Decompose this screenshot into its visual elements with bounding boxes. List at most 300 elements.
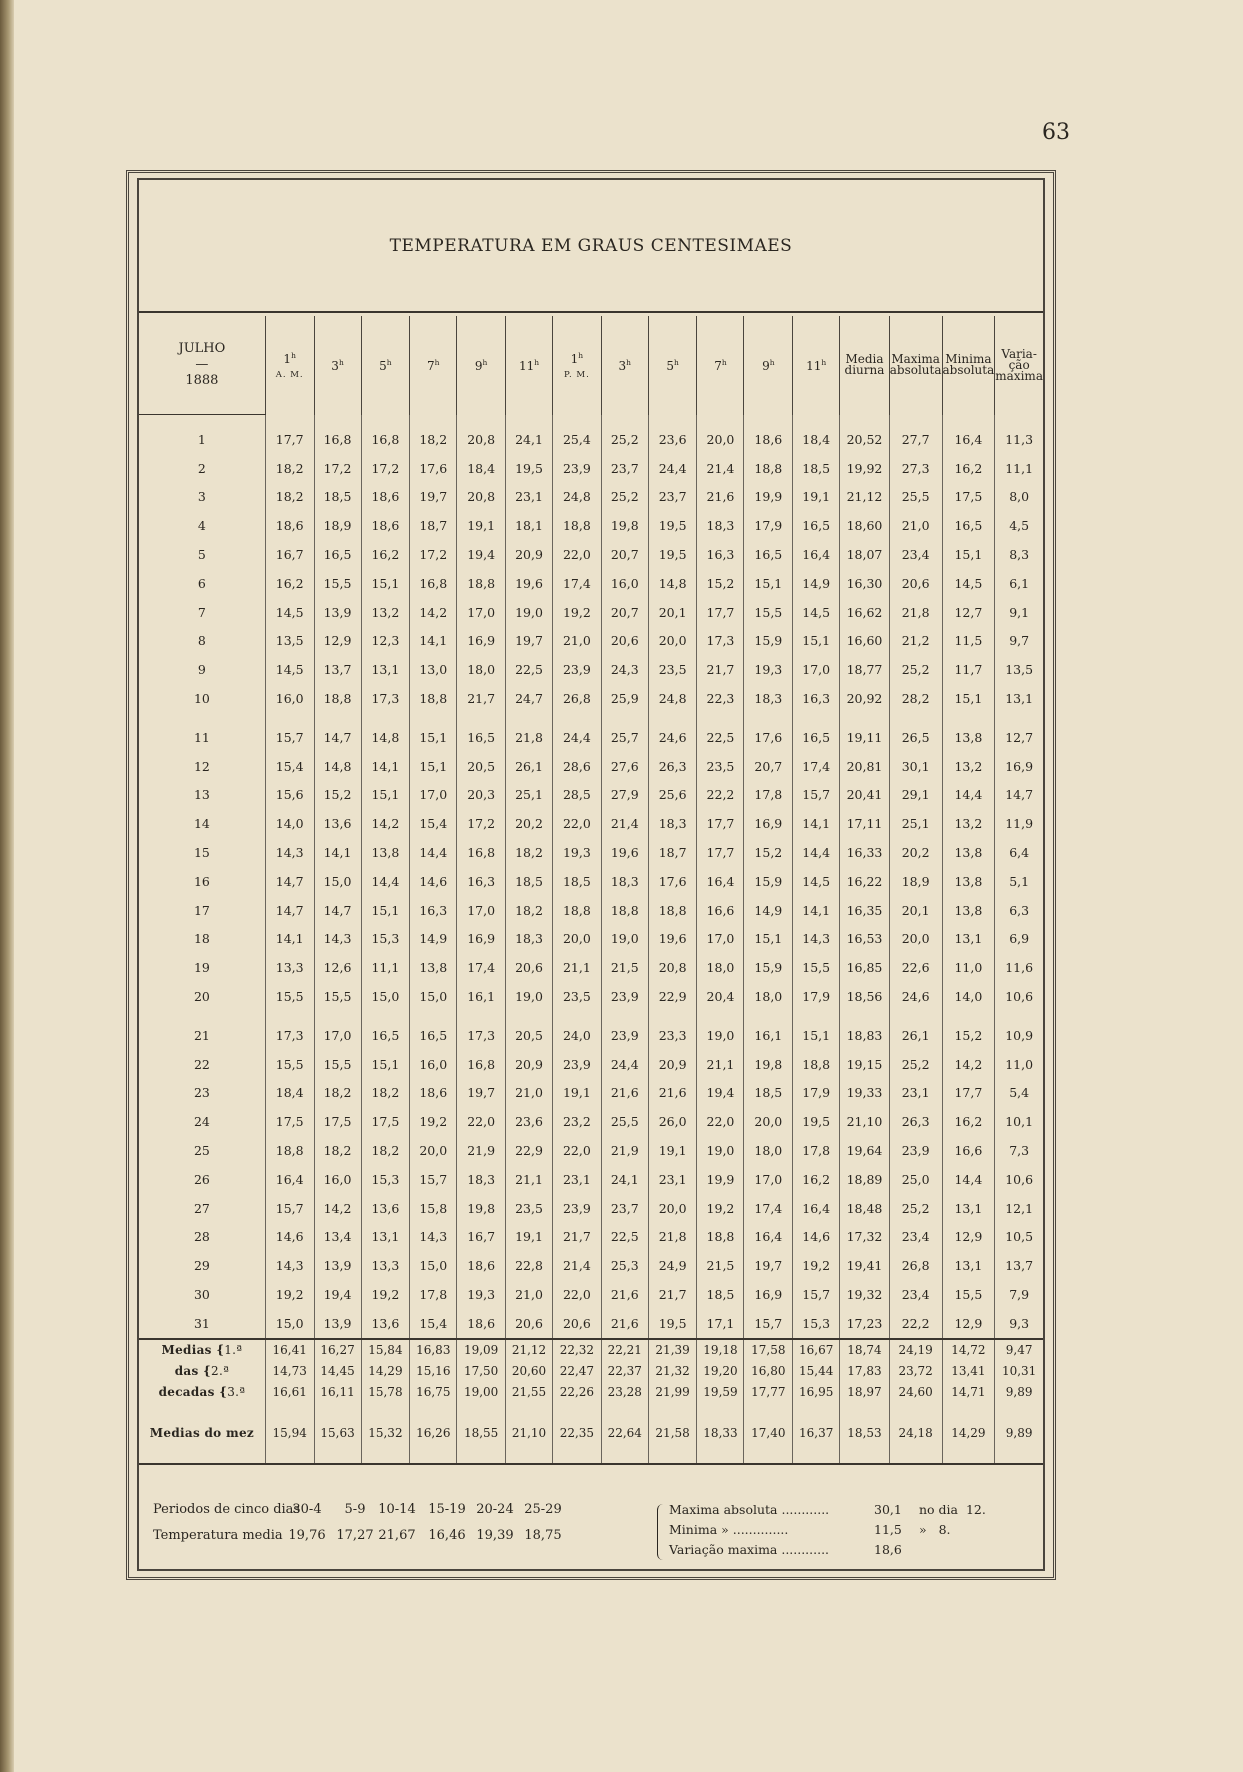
value-cell: 19,0	[697, 1021, 744, 1050]
value-cell: 10,9	[995, 1021, 1043, 1050]
day-cell: 13	[193, 787, 210, 803]
value-cell: 23,4	[889, 1223, 942, 1252]
value-cell: 25,2	[889, 1050, 942, 1079]
value-cell: 14,7	[314, 723, 361, 752]
hour-header: 11$^h$	[793, 316, 840, 415]
value-cell: 16,27	[314, 1339, 361, 1361]
value-cell: 26,5	[889, 723, 942, 752]
spacer-cell	[793, 415, 840, 426]
value-cell: 23,9	[889, 1136, 942, 1165]
value-cell: 11,9	[995, 809, 1043, 838]
value-cell: 21,55	[506, 1382, 553, 1403]
value-cell: 18,60	[840, 511, 890, 540]
temperatura-media-value: 16,46	[428, 1528, 466, 1543]
value-cell: 16,9	[457, 627, 506, 656]
spacer-cell	[744, 713, 793, 723]
value-cell: 14,6	[410, 867, 457, 896]
value-cell: 18,2	[265, 483, 314, 512]
value-cell: 18,2	[314, 1079, 361, 1108]
temperatura-media-value: 21,67	[378, 1528, 416, 1543]
value-cell: 16,35	[840, 896, 890, 925]
day-cell: 15	[193, 845, 210, 861]
value-cell: 17,32	[840, 1223, 890, 1252]
value-cell: 20,8	[457, 483, 506, 512]
value-cell: 9,7	[995, 627, 1043, 656]
table-row	[139, 483, 1043, 512]
value-cell: 15,1	[942, 684, 995, 713]
value-cell: 9,1	[995, 598, 1043, 627]
month-label: JULHO	[178, 341, 226, 356]
value-cell: 18,33	[697, 1403, 744, 1464]
decade-ordinal: 3.ª	[227, 1385, 246, 1400]
value-cell: 17,83	[840, 1361, 890, 1382]
table-row	[139, 838, 1043, 867]
value-cell: 14,72	[942, 1339, 995, 1361]
month-mean-label: Medias do mez	[139, 1403, 265, 1464]
value-cell: 18,8	[410, 684, 457, 713]
value-cell: 11,6	[995, 953, 1043, 982]
day-cell: 26	[193, 1171, 210, 1187]
value-cell: 19,15	[840, 1050, 890, 1079]
value-cell: 18,07	[840, 540, 890, 569]
maxima-absoluta-header: Maxima absoluta	[889, 316, 942, 415]
spacer-cell	[942, 713, 995, 723]
table-row	[139, 1021, 1043, 1050]
day-cell: 25	[193, 1143, 210, 1159]
temperatura-media-label: Temperatura media	[153, 1528, 283, 1543]
value-cell: 21,8	[648, 1223, 697, 1252]
value-cell: 20,0	[648, 627, 697, 656]
value-cell: 18,2	[314, 1136, 361, 1165]
value-cell: 26,3	[889, 1107, 942, 1136]
value-cell: 23,3	[648, 1021, 697, 1050]
value-cell: 25,0	[889, 1165, 942, 1194]
day-cell: 27	[193, 1200, 210, 1216]
value-cell: 17,8	[744, 781, 793, 810]
value-cell: 19,6	[506, 569, 553, 598]
value-cell: 18,0	[457, 655, 506, 684]
value-cell: 20,3	[457, 781, 506, 810]
spacer-cell	[995, 1011, 1043, 1021]
value-cell: 22,8	[506, 1251, 553, 1280]
day-cell: 9	[197, 662, 206, 678]
value-cell: 14,8	[648, 569, 697, 598]
value-cell: 22,5	[697, 723, 744, 752]
value-cell: 16,4	[793, 540, 840, 569]
variacao-maxima-header: Varia- ção maxima	[995, 316, 1043, 415]
value-cell: 27,7	[889, 425, 942, 454]
value-cell: 18,2	[410, 425, 457, 454]
value-cell: 19,7	[410, 483, 457, 512]
value-cell: 16,5	[942, 511, 995, 540]
value-cell: 21,2	[889, 627, 942, 656]
value-cell: 20,5	[506, 1021, 553, 1050]
value-cell: 21,5	[697, 1251, 744, 1280]
value-cell: 30,1	[889, 752, 942, 781]
value-cell: 5,1	[995, 867, 1043, 896]
table-row	[139, 781, 1043, 810]
value-cell: 13,9	[314, 1251, 361, 1280]
value-cell: 17,7	[697, 838, 744, 867]
value-cell: 15,1	[361, 781, 410, 810]
value-cell: 25,1	[506, 781, 553, 810]
value-cell: 15,5	[314, 1050, 361, 1079]
value-cell: 19,1	[457, 511, 506, 540]
table-row	[139, 1165, 1043, 1194]
value-cell: 16,4	[942, 425, 995, 454]
day-cell: 11	[193, 729, 210, 745]
hour-header: 7$^h$	[410, 316, 457, 415]
value-cell: 17,2	[361, 454, 410, 483]
value-cell: 12,7	[995, 723, 1043, 752]
value-cell: 15,3	[361, 1165, 410, 1194]
value-cell: 11,0	[995, 1050, 1043, 1079]
value-cell: 20,6	[889, 569, 942, 598]
value-cell: 18,0	[697, 953, 744, 982]
periodo-value: 20-24	[476, 1502, 514, 1517]
table-row	[139, 723, 1043, 752]
value-cell: 17,9	[793, 1079, 840, 1108]
value-cell: 19,41	[840, 1251, 890, 1280]
spacer-cell	[601, 415, 648, 426]
value-cell: 14,6	[265, 1223, 314, 1252]
value-cell: 23,5	[553, 982, 602, 1011]
value-cell: 13,0	[410, 655, 457, 684]
extremo-value: 30,1	[874, 1502, 902, 1517]
value-cell: 21,1	[697, 1050, 744, 1079]
value-cell: 9,89	[995, 1382, 1043, 1403]
value-cell: 20,6	[553, 1309, 602, 1339]
value-cell: 16,67	[793, 1339, 840, 1361]
value-cell: 15,3	[793, 1309, 840, 1339]
value-cell: 21,12	[840, 483, 890, 512]
value-cell: 14,3	[314, 925, 361, 954]
value-cell: 22,0	[553, 1136, 602, 1165]
value-cell: 19,0	[601, 925, 648, 954]
value-cell: 19,0	[506, 982, 553, 1011]
temperatura-media-value: 19,39	[476, 1528, 514, 1543]
value-cell: 14,45	[314, 1361, 361, 1382]
value-cell: 19,20	[697, 1361, 744, 1382]
value-cell: 22,9	[506, 1136, 553, 1165]
value-cell: 13,5	[265, 627, 314, 656]
decade-ordinal: 2.ª	[211, 1364, 230, 1379]
value-cell: 15,63	[314, 1403, 361, 1464]
table-row	[139, 1251, 1043, 1280]
value-cell: 17,8	[793, 1136, 840, 1165]
value-cell: 14,1	[361, 752, 410, 781]
value-cell: 9,89	[995, 1403, 1043, 1464]
day-cell: 17	[193, 902, 210, 918]
value-cell: 18,74	[840, 1339, 890, 1361]
value-cell: 25,2	[889, 1194, 942, 1223]
value-cell: 14,5	[793, 867, 840, 896]
spacer-cell	[648, 415, 697, 426]
value-cell: 14,4	[361, 867, 410, 896]
value-cell: 18,6	[361, 511, 410, 540]
value-cell: 21,32	[648, 1361, 697, 1382]
value-cell: 16,83	[410, 1339, 457, 1361]
value-cell: 6,1	[995, 569, 1043, 598]
day-cell: 16	[193, 873, 210, 889]
table-footer	[139, 1488, 1043, 1568]
value-cell: 16,8	[457, 1050, 506, 1079]
value-cell: 14,7	[314, 896, 361, 925]
value-cell: 16,5	[744, 540, 793, 569]
day-cell: 31	[193, 1315, 210, 1331]
value-cell: 16,3	[793, 684, 840, 713]
temperatura-media-value: 19,76	[288, 1528, 326, 1543]
value-cell: 14,6	[793, 1223, 840, 1252]
value-cell: 24,60	[889, 1382, 942, 1403]
day-cell: 19	[193, 960, 210, 976]
value-cell: 22,0	[553, 809, 602, 838]
value-cell: 22,64	[601, 1403, 648, 1464]
value-cell: 21,8	[889, 598, 942, 627]
value-cell: 21,4	[553, 1251, 602, 1280]
value-cell: 16,3	[457, 867, 506, 896]
value-cell: 19,0	[697, 1136, 744, 1165]
value-cell: 15,94	[265, 1403, 314, 1464]
hour-header: 11$^h$	[506, 316, 553, 415]
value-cell: 15,5	[265, 982, 314, 1011]
decade-mean-row	[139, 1382, 1043, 1403]
value-cell: 16,5	[793, 511, 840, 540]
value-cell: 18,4	[457, 454, 506, 483]
value-cell: 13,3	[361, 1251, 410, 1280]
value-cell: 13,1	[361, 1223, 410, 1252]
table-row	[139, 598, 1043, 627]
extremo-value: 11,5	[874, 1522, 902, 1537]
value-cell: 25,2	[601, 425, 648, 454]
value-cell: 21,58	[648, 1403, 697, 1464]
value-cell: 19,2	[793, 1251, 840, 1280]
value-cell: 15,0	[265, 1309, 314, 1339]
value-cell: 19,64	[840, 1136, 890, 1165]
value-cell: 14,3	[410, 1223, 457, 1252]
value-cell: 19,59	[697, 1382, 744, 1403]
value-cell: 16,0	[314, 1165, 361, 1194]
value-cell: 15,4	[265, 752, 314, 781]
value-cell: 15,0	[314, 867, 361, 896]
value-cell: 15,7	[744, 1309, 793, 1339]
spacer-cell	[265, 713, 314, 723]
value-cell: 25,9	[601, 684, 648, 713]
value-cell: 15,8	[410, 1194, 457, 1223]
spacer-cell	[793, 713, 840, 723]
table-row	[139, 684, 1043, 713]
header-row	[139, 316, 1043, 415]
day-cell: 5	[197, 547, 206, 563]
value-cell: 25,2	[601, 483, 648, 512]
page-number: 63	[1042, 120, 1070, 145]
value-cell: 21,4	[697, 454, 744, 483]
value-cell: 16,22	[840, 867, 890, 896]
value-cell: 18,3	[648, 809, 697, 838]
hour-header: 5$^h$	[648, 316, 697, 415]
value-cell: 14,29	[942, 1403, 995, 1464]
value-cell: 26,0	[648, 1107, 697, 1136]
spacer-cell	[139, 415, 265, 426]
hour-header: 9$^h$	[457, 316, 506, 415]
value-cell: 25,4	[553, 425, 602, 454]
year-label: 1888	[185, 373, 219, 388]
value-cell: 23,9	[553, 1050, 602, 1079]
value-cell: 17,8	[410, 1280, 457, 1309]
value-cell: 13,2	[942, 752, 995, 781]
value-cell: 18,6	[265, 511, 314, 540]
value-cell: 20,5	[457, 752, 506, 781]
value-cell: 19,3	[553, 838, 602, 867]
table-title: TEMPERATURA EM GRAUS CENTESIMAES	[139, 180, 1043, 313]
value-cell: 25,5	[889, 483, 942, 512]
value-cell: 19,33	[840, 1079, 890, 1108]
value-cell: 17,5	[314, 1107, 361, 1136]
value-cell: 15,4	[410, 1309, 457, 1339]
spacer-cell	[314, 415, 361, 426]
value-cell: 15,5	[314, 569, 361, 598]
value-cell: 18,3	[697, 511, 744, 540]
value-cell: 15,1	[793, 627, 840, 656]
decade-mean-row	[139, 1361, 1043, 1382]
value-cell: 13,4	[314, 1223, 361, 1252]
value-cell: 14,0	[942, 982, 995, 1011]
value-cell: 14,5	[942, 569, 995, 598]
spacer-cell	[601, 713, 648, 723]
spacer-cell	[942, 415, 995, 426]
value-cell: 21,9	[457, 1136, 506, 1165]
spacer-cell	[840, 415, 890, 426]
value-cell: 13,8	[942, 723, 995, 752]
value-cell: 8,0	[995, 483, 1043, 512]
value-cell: 19,2	[697, 1194, 744, 1223]
day-cell: 4	[197, 518, 206, 534]
value-cell: 13,3	[265, 953, 314, 982]
value-cell: 14,2	[361, 809, 410, 838]
value-cell: 17,77	[744, 1382, 793, 1403]
value-cell: 17,4	[793, 752, 840, 781]
value-cell: 22,3	[697, 684, 744, 713]
value-cell: 10,6	[995, 982, 1043, 1011]
value-cell: 25,1	[889, 809, 942, 838]
value-cell: 18,6	[457, 1251, 506, 1280]
value-cell: 17,3	[697, 627, 744, 656]
value-cell: 17,6	[410, 454, 457, 483]
value-cell: 28,2	[889, 684, 942, 713]
value-cell: 16,2	[793, 1165, 840, 1194]
value-cell: 24,0	[553, 1021, 602, 1050]
value-cell: 24,8	[553, 483, 602, 512]
value-cell: 22,5	[601, 1223, 648, 1252]
value-cell: 13,7	[314, 655, 361, 684]
value-cell: 21,12	[506, 1339, 553, 1361]
value-cell: 16,7	[265, 540, 314, 569]
value-cell: 19,5	[793, 1107, 840, 1136]
value-cell: 17,0	[457, 896, 506, 925]
value-cell: 10,6	[995, 1165, 1043, 1194]
value-cell: 19,4	[457, 540, 506, 569]
value-cell: 19,4	[697, 1079, 744, 1108]
periodo-value: 25-29	[524, 1502, 562, 1517]
value-cell: 17,4	[744, 1194, 793, 1223]
value-cell: 21,99	[648, 1382, 697, 1403]
value-cell: 26,3	[648, 752, 697, 781]
value-cell: 13,9	[314, 1309, 361, 1339]
hour-header: 1$^h$ P. M.	[553, 316, 602, 415]
value-cell: 14,7	[265, 867, 314, 896]
value-cell: 19,7	[457, 1079, 506, 1108]
value-cell: 17,0	[793, 655, 840, 684]
table-row	[139, 454, 1043, 483]
value-cell: 14,5	[265, 655, 314, 684]
value-cell: 24,1	[601, 1165, 648, 1194]
spacer-cell	[139, 713, 265, 723]
value-cell: 16,5	[410, 1021, 457, 1050]
value-cell: 18,3	[744, 684, 793, 713]
value-cell: 23,7	[601, 1194, 648, 1223]
value-cell: 17,6	[744, 723, 793, 752]
month-mean-row	[139, 1403, 1043, 1464]
value-cell: 17,0	[744, 1165, 793, 1194]
value-cell: 16,5	[793, 723, 840, 752]
hour-header: 5$^h$	[361, 316, 410, 415]
spacer-cell	[697, 415, 744, 426]
value-cell: 17,7	[697, 809, 744, 838]
value-cell: 19,18	[697, 1339, 744, 1361]
value-cell: 18,7	[648, 838, 697, 867]
table-inner-frame	[137, 178, 1045, 1571]
table-row	[139, 569, 1043, 598]
day-cell: 22	[193, 1056, 210, 1072]
temperatura-media-value: 17,27	[336, 1528, 374, 1543]
value-cell: 18,2	[361, 1136, 410, 1165]
spacer-cell	[889, 713, 942, 723]
value-cell: 19,4	[314, 1280, 361, 1309]
value-cell: 15,1	[361, 896, 410, 925]
value-cell: 20,2	[889, 838, 942, 867]
table-row	[139, 540, 1043, 569]
value-cell: 14,7	[995, 781, 1043, 810]
value-cell: 15,2	[697, 569, 744, 598]
value-cell: 20,1	[889, 896, 942, 925]
value-cell: 16,3	[410, 896, 457, 925]
value-cell: 15,9	[744, 953, 793, 982]
value-cell: 15,5	[942, 1280, 995, 1309]
value-cell: 24,8	[648, 684, 697, 713]
value-cell: 14,2	[410, 598, 457, 627]
value-cell: 14,1	[793, 809, 840, 838]
value-cell: 14,1	[265, 925, 314, 954]
value-cell: 11,1	[995, 454, 1043, 483]
value-cell: 19,7	[744, 1251, 793, 1280]
spacer-cell	[314, 1011, 361, 1021]
value-cell: 17,3	[265, 1021, 314, 1050]
value-cell: 28,6	[553, 752, 602, 781]
spacer-cell	[889, 415, 942, 426]
value-cell: 23,5	[697, 752, 744, 781]
value-cell: 15,0	[410, 1251, 457, 1280]
table-row	[139, 925, 1043, 954]
value-cell: 17,0	[314, 1021, 361, 1050]
value-cell: 15,1	[793, 1021, 840, 1050]
value-cell: 15,7	[410, 1165, 457, 1194]
value-cell: 20,9	[506, 540, 553, 569]
value-cell: 20,92	[840, 684, 890, 713]
value-cell: 16,80	[744, 1361, 793, 1382]
value-cell: 19,0	[506, 598, 553, 627]
value-cell: 25,6	[648, 781, 697, 810]
day-cell: 14	[193, 816, 210, 832]
